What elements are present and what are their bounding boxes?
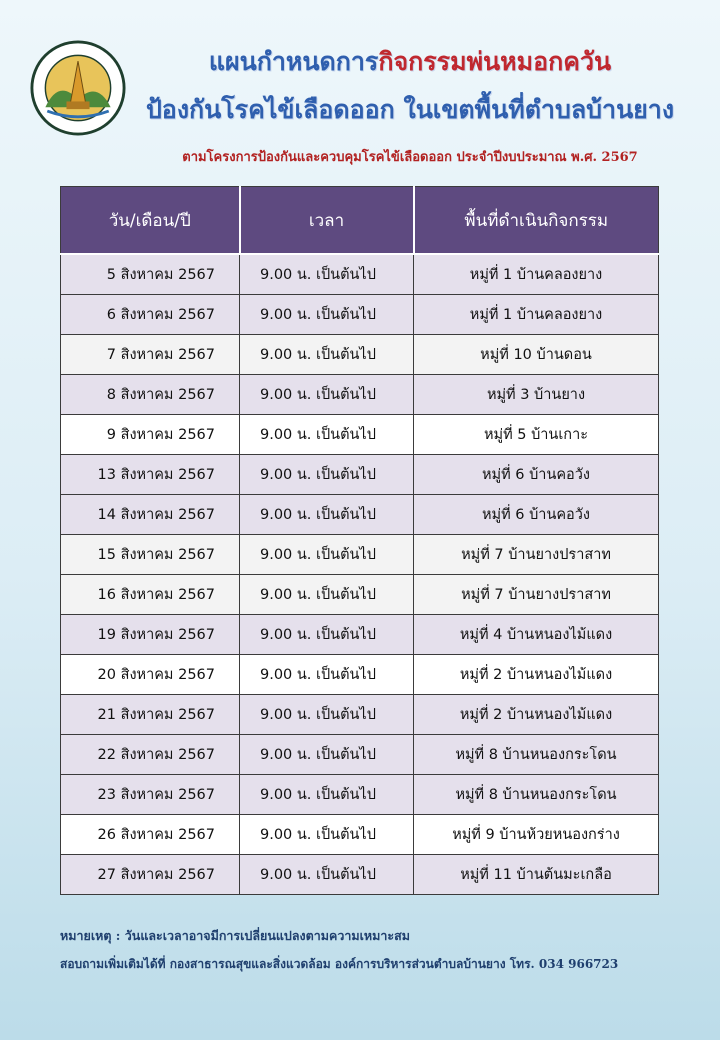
area-cell: หมู่ที่ 6 บ้านคอวัง — [414, 455, 659, 495]
date-cell: 8 สิงหาคม 2567 — [61, 375, 240, 415]
time-cell: 9.00 น. เป็นต้นไป — [240, 815, 414, 855]
column-header-time: เวลา — [240, 187, 414, 255]
column-header-area: พื้นที่ดำเนินกิจกรรม — [414, 187, 659, 255]
table-row — [61, 254, 659, 295]
page-header — [0, 0, 720, 190]
date-cell: 23 สิงหาคม 2567 — [61, 775, 240, 815]
table-row — [61, 655, 659, 695]
area-cell: หมู่ที่ 2 บ้านหนองไม้แดง — [414, 695, 659, 735]
area-cell: หมู่ที่ 7 บ้านยางปราสาท — [414, 575, 659, 615]
area-cell: หมู่ที่ 2 บ้านหนองไม้แดง — [414, 655, 659, 695]
table-row — [61, 575, 659, 615]
schedule-table — [60, 186, 659, 895]
time-cell: 9.00 น. เป็นต้นไป — [240, 535, 414, 575]
date-cell: 7 สิงหาคม 2567 — [61, 335, 240, 375]
area-cell: หมู่ที่ 1 บ้านคลองยาง — [414, 295, 659, 335]
date-cell: 13 สิงหาคม 2567 — [61, 455, 240, 495]
time-cell: 9.00 น. เป็นต้นไป — [240, 735, 414, 775]
area-cell: หมู่ที่ 8 บ้านหนองกระโดน — [414, 735, 659, 775]
table-row — [61, 535, 659, 575]
footer-note: หมายเหตุ : วันและเวลาอาจมีการเปลี่ยนแปลงตามความเหมาะสม — [60, 928, 410, 943]
time-cell: 9.00 น. เป็นต้นไป — [240, 775, 414, 815]
time-cell: 9.00 น. เป็นต้นไป — [240, 335, 414, 375]
time-cell: 9.00 น. เป็นต้นไป — [240, 615, 414, 655]
table-row — [61, 455, 659, 495]
area-cell: หมู่ที่ 8 บ้านหนองกระโดน — [414, 775, 659, 815]
date-cell: 20 สิงหาคม 2567 — [61, 655, 240, 695]
time-cell: 9.00 น. เป็นต้นไป — [240, 295, 414, 335]
area-cell: หมู่ที่ 6 บ้านคอวัง — [414, 495, 659, 535]
table-row — [61, 615, 659, 655]
area-cell: หมู่ที่ 3 บ้านยาง — [414, 375, 659, 415]
area-cell: หมู่ที่ 5 บ้านเกาะ — [414, 415, 659, 455]
date-cell: 14 สิงหาคม 2567 — [61, 495, 240, 535]
table-row — [61, 735, 659, 775]
time-cell: 9.00 น. เป็นต้นไป — [240, 375, 414, 415]
time-cell: 9.00 น. เป็นต้นไป — [240, 495, 414, 535]
table-row — [61, 335, 659, 375]
table-header-row — [61, 187, 659, 255]
date-cell: 16 สิงหาคม 2567 — [61, 575, 240, 615]
time-cell: 9.00 น. เป็นต้นไป — [240, 415, 414, 455]
time-cell: 9.00 น. เป็นต้นไป — [240, 254, 414, 295]
table-row — [61, 695, 659, 735]
table-row — [61, 415, 659, 455]
time-cell: 9.00 น. เป็นต้นไป — [240, 575, 414, 615]
table-row — [61, 295, 659, 335]
area-cell: หมู่ที่ 10 บ้านดอน — [414, 335, 659, 375]
date-cell: 19 สิงหาคม 2567 — [61, 615, 240, 655]
area-cell: หมู่ที่ 7 บ้านยางปราสาท — [414, 535, 659, 575]
area-cell: หมู่ที่ 11 บ้านต้นมะเกลือ — [414, 855, 659, 895]
table-row — [61, 855, 659, 895]
table-row — [61, 495, 659, 535]
page-subtitle: ตามโครงการป้องกันและควบคุมโรคไข้เลือดออก ประจำปีงบประมาณ พ.ศ. 2567 — [182, 150, 638, 165]
footer-contact: สอบถามเพิ่มเติมได้ที่ กองสาธารณสุขและสิ่งแวดล้อม องค์การบริหารส่วนตำบลบ้านยาง โทร. 034 966723 — [60, 957, 619, 971]
date-cell: 6 สิงหาคม 2567 — [61, 295, 240, 335]
table-row — [61, 815, 659, 855]
area-cell: หมู่ที่ 4 บ้านหนองไม้แดง — [414, 615, 659, 655]
date-cell: 9 สิงหาคม 2567 — [61, 415, 240, 455]
table-row — [61, 375, 659, 415]
column-header-date: วัน/เดือน/ปี — [61, 187, 240, 255]
time-cell: 9.00 น. เป็นต้นไป — [240, 695, 414, 735]
date-cell: 27 สิงหาคม 2567 — [61, 855, 240, 895]
table-row — [61, 775, 659, 815]
time-cell: 9.00 น. เป็นต้นไป — [240, 455, 414, 495]
time-cell: 9.00 น. เป็นต้นไป — [240, 855, 414, 895]
page-title-line2: ป้องกันโรคไข้เลือดออก ในเขตพื้นที่ตำบลบ้านยาง — [145, 95, 675, 124]
date-cell: 15 สิงหาคม 2567 — [61, 535, 240, 575]
area-cell: หมู่ที่ 1 บ้านคลองยาง — [414, 254, 659, 295]
area-cell: หมู่ที่ 9 บ้านห้วยหนองกร่าง — [414, 815, 659, 855]
date-cell: 5 สิงหาคม 2567 — [61, 254, 240, 295]
page-title-line1: แผนกำหนดการกิจกรรมพ่นหมอกควัน — [208, 47, 612, 76]
date-cell: 21 สิงหาคม 2567 — [61, 695, 240, 735]
date-cell: 26 สิงหาคม 2567 — [61, 815, 240, 855]
time-cell: 9.00 น. เป็นต้นไป — [240, 655, 414, 695]
organization-logo — [30, 40, 126, 136]
date-cell: 22 สิงหาคม 2567 — [61, 735, 240, 775]
